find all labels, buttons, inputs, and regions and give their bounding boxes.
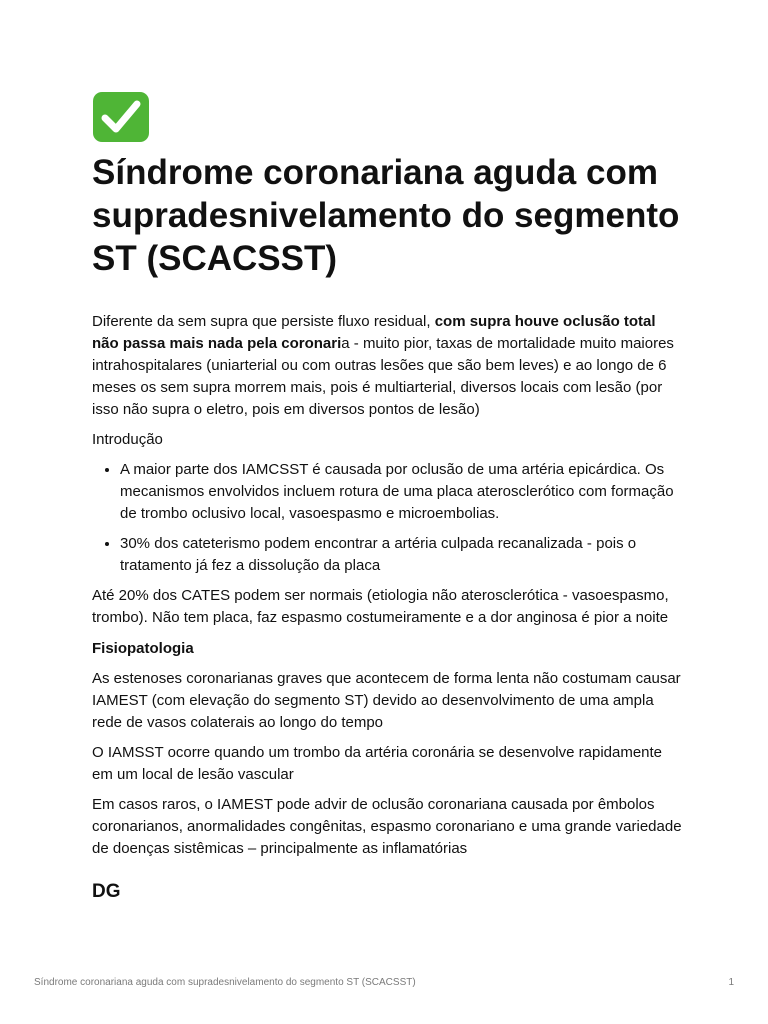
page-title: Síndrome coronariana aguda com supradesnivelamento do segmento ST (SCACSST) — [92, 153, 680, 278]
list-item: • A maior parte dos IAMCSST é causada por oclusão de uma artéria epicárdica. Os mecanismos envolvidos incluem rotura de uma placa aterosclerótico com formação de trombo oclusivo local, vasoespasmo e microembolias. — [120, 459, 682, 525]
fisiopatologia-heading: Fisiopatologia — [92, 640, 194, 657]
cates-paragraph: Até 20% dos CATES podem ser normais (etiologia não aterosclerótica - vasoespasmo, trombo). Não tem placa, faz espasmo costumeiramente e a dor anginosa é pior a noite — [92, 587, 669, 626]
intro-paragraph — [92, 311, 682, 421]
list-item: • 30% dos cateterismo podem encontrar a artéria culpada recanalizada - pois o tratamento já fez a dissolução da placa — [120, 533, 682, 577]
fisiopatologia-paragraph: Em casos raros, o IAMEST pode advir de oclusão coronariana causada por êmbolos coronarianos, anormalidades congênitas, espasmo coronariano e uma grande variedade de doenças sistêmicas – principalmente as inflamatórias — [92, 796, 682, 857]
page-footer — [34, 976, 734, 990]
page-number: 1 — [728, 977, 734, 988]
document-body — [92, 92, 682, 905]
bullet-list — [92, 459, 682, 577]
dg-heading: DG — [92, 881, 121, 902]
check-mark-button-icon — [93, 92, 149, 142]
introducao-label: Introdução — [92, 431, 163, 448]
footer-title: Síndrome coronariana aguda com supradesnivelamento do segmento ST (SCACSST) — [34, 977, 416, 988]
fisiopatologia-paragraph: As estenoses coronarianas graves que acontecem de forma lenta não costumam causar IAMEST (com elevação do segmento ST) devido ao desenvolvimento de uma ampla rede de vasos colaterais ao longo do tempo — [92, 670, 681, 731]
intro-bold-text: com supra houve oclusão total não passa mais nada pela coronari — [92, 313, 656, 352]
intro-text-before: Diferente da sem supra que persiste fluxo residual, — [92, 313, 435, 330]
intro-text-after: a - muito pior, taxas de mortalidade muito maiores intrahospitalares (uniarterial ou com outras lesões que são bem leves) e ao longo de 6 meses os sem supra morrem mais, pois é multiarterial, diversos locais com lesão (por isso não supra o eletro, pois em diversos pontos de lesão) — [92, 335, 674, 418]
fisiopatologia-paragraph: O IAMSST ocorre quando um trombo da artéria coronária se desenvolve rapidamente em um local de lesão vascular — [92, 744, 663, 783]
